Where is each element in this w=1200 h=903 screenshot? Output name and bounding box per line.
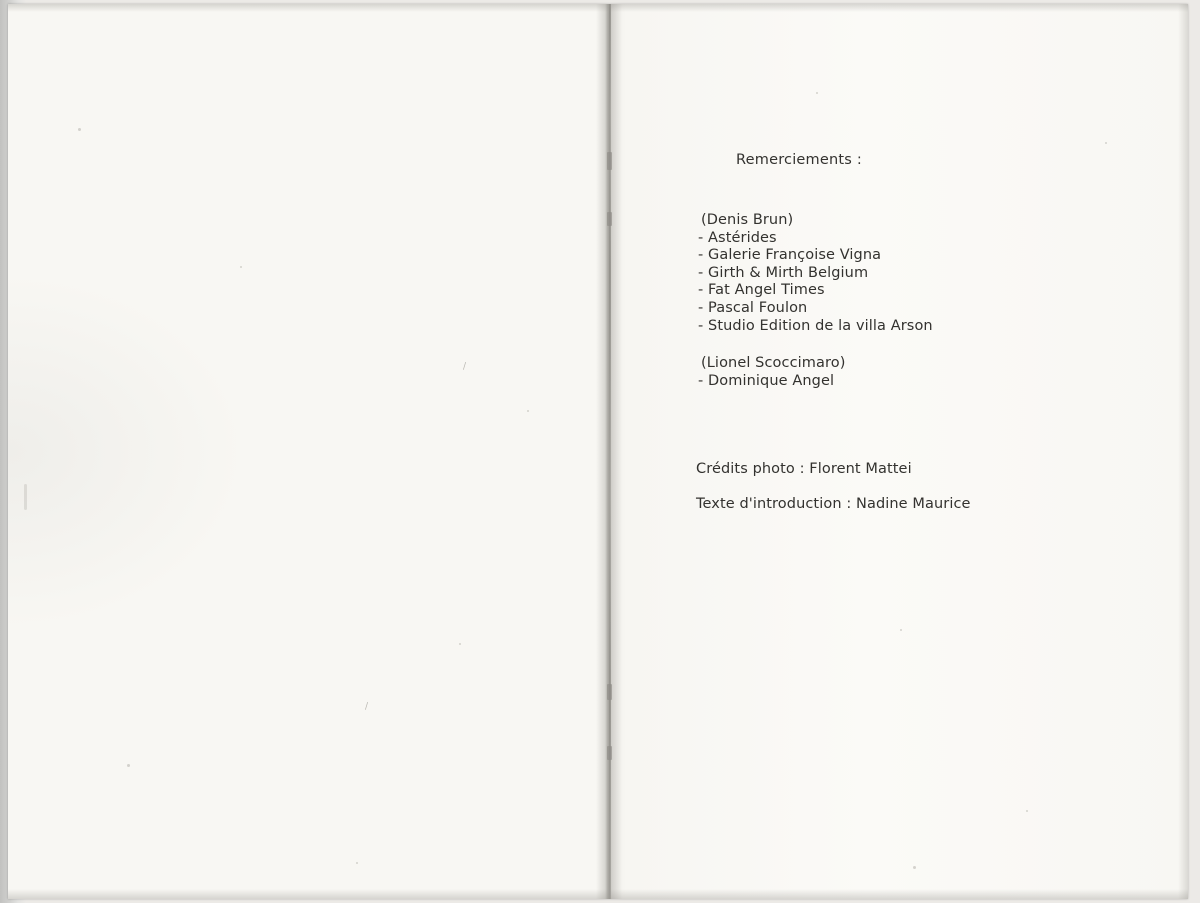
dust-speck	[459, 643, 461, 645]
dust-speck	[240, 266, 242, 268]
staple-mark	[607, 152, 612, 170]
edge-smudge	[24, 484, 27, 510]
page-edge-shadow-bottom	[8, 889, 1188, 899]
dust-speck	[356, 862, 358, 864]
group-lead-name: (Lionel Scoccimaro)	[701, 355, 846, 372]
acknowledgements-group-2	[696, 355, 1126, 390]
dust-speck	[913, 866, 916, 869]
acknowledgements-heading: Remerciements :	[736, 152, 862, 168]
photo-credit-line: Crédits photo : Florent Mattei	[696, 461, 912, 478]
dust-speck	[127, 764, 130, 767]
page-edge-shadow-right	[1178, 4, 1188, 899]
booklet-spread	[8, 4, 1188, 899]
staple-mark	[607, 746, 612, 760]
group-list-item: - Fat Angel Times	[698, 282, 825, 299]
dust-speck	[1105, 142, 1107, 144]
scan-artifact-mark: /	[365, 702, 369, 712]
binding-crease-line	[609, 4, 611, 899]
dust-speck	[527, 410, 529, 412]
staple-mark	[607, 212, 612, 226]
left-page	[8, 4, 605, 899]
dust-speck	[900, 629, 902, 631]
group-list-item: - Pascal Foulon	[698, 299, 808, 316]
group-list-item: - Galerie Françoise Vigna	[698, 247, 882, 264]
dust-speck	[816, 92, 818, 94]
page-edge-shadow-top	[8, 4, 1188, 12]
dust-speck	[1026, 810, 1028, 812]
group-list-item: - Girth & Mirth Belgium	[698, 264, 869, 281]
group-spacer	[696, 335, 1126, 355]
group-lead-name: (Denis Brun)	[701, 212, 794, 228]
scan-artifact-mark: /	[463, 362, 467, 372]
staple-mark	[607, 684, 612, 700]
acknowledgements-group-1	[696, 212, 1126, 335]
group-list-item: - Astérides	[698, 229, 777, 246]
group-list-item: - Dominique Angel	[698, 372, 835, 389]
dust-speck	[78, 128, 81, 131]
introduction-text-credit-line: Texte d'introduction : Nadine Maurice	[696, 496, 971, 513]
credits-block	[696, 452, 1126, 522]
acknowledgements-block	[696, 152, 1126, 522]
group-list-item: - Studio Edition de la villa Arson	[698, 317, 933, 334]
